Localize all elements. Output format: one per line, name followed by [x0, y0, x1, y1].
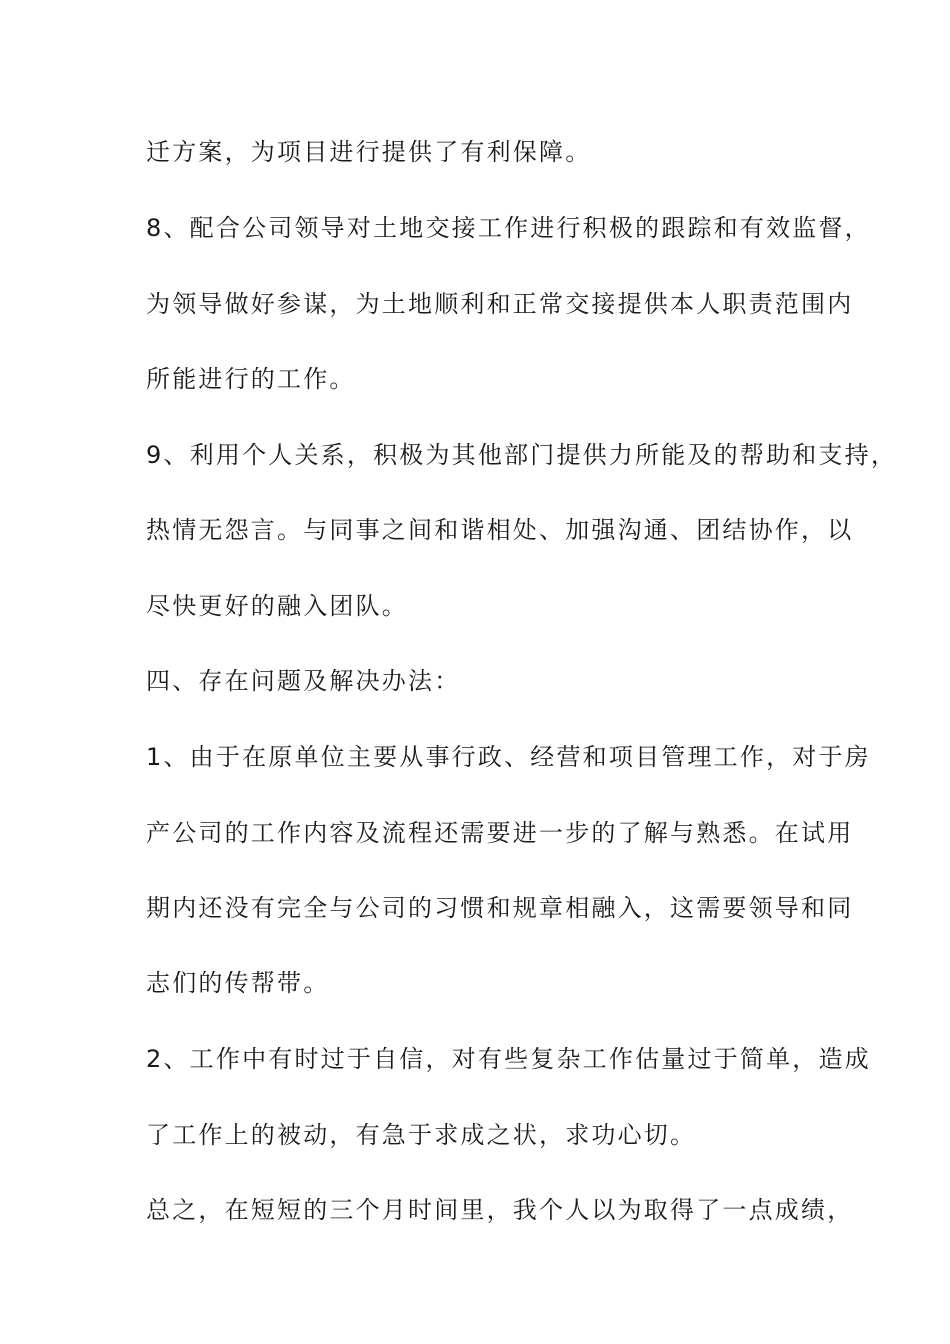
section-heading: 四、存在问题及解决办法： [146, 667, 461, 695]
text-line: 迁方案，为项目进行提供了有利保障。 [146, 138, 592, 166]
text-line: 9、利用个人关系，积极为其他部门提供力所能及的帮助和支持， [146, 441, 898, 469]
text-line: 了工作上的被动，有急于求成之状，求功心切。 [146, 1121, 697, 1149]
text-line: 所能进行的工作。 [146, 365, 356, 393]
text-line: 总之，在短短的三个月时间里，我个人以为取得了一点成绩， [146, 1196, 854, 1224]
text-line: 期内还没有完全与公司的习惯和规章相融入，这需要领导和同 [146, 894, 854, 922]
text-line: 志们的传帮带。 [146, 969, 330, 997]
text-line: 为领导做好参谋，为土地顺利和正常交接提供本人职责范围内 [146, 290, 854, 318]
text-line: 1、由于在原单位主要从事行政、经营和项目管理工作，对于房 [146, 743, 871, 771]
text-line: 2、工作中有时过于自信，对有些复杂工作估量过于简单，造成 [146, 1045, 871, 1073]
text-line: 产公司的工作内容及流程还需要进一步的了解与熟悉。在试用 [146, 819, 854, 847]
text-line: 尽快更好的融入团队。 [146, 592, 408, 620]
text-line: 8、配合公司领导对土地交接工作进行积极的跟踪和有效监督， [146, 214, 871, 242]
text-line: 热情无怨言。与同事之间和谐相处、加强沟通、团结协作，以 [146, 516, 854, 544]
